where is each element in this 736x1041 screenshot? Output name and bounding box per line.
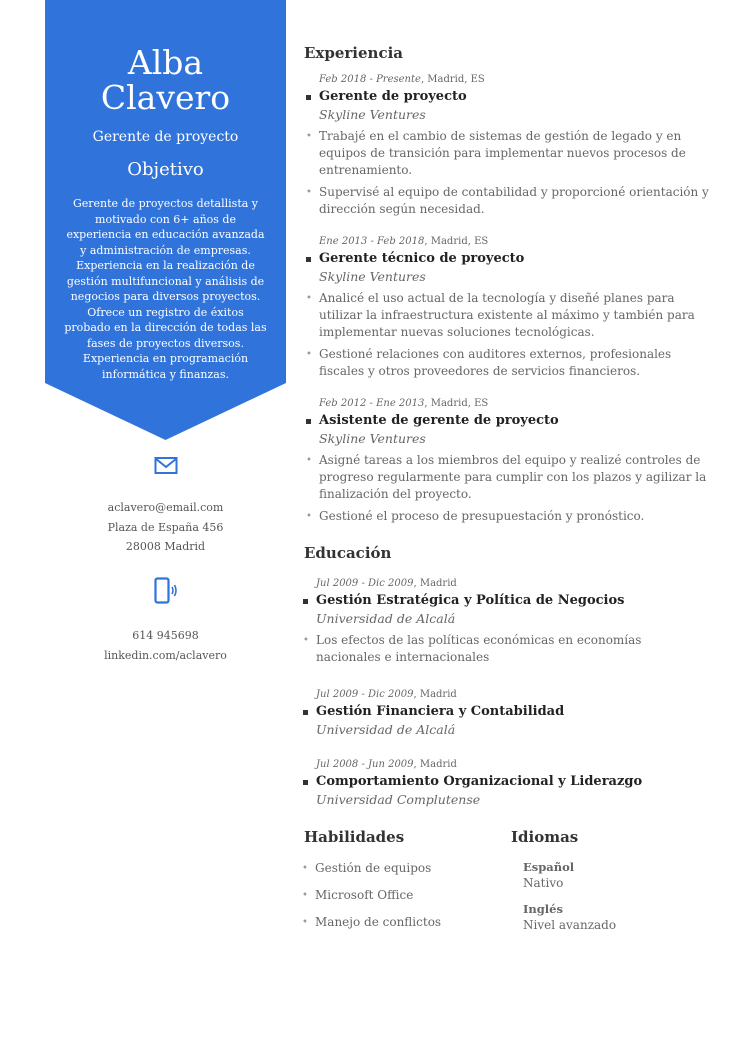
bullet-item: • Trabajé en el cambio de sistemas de gestión de legado y en equipos de transición para implementar nuevos procesos de entrenamiento. — [319, 128, 709, 179]
skill-item: • Manejo de conflictos — [315, 914, 441, 931]
language-item — [523, 860, 616, 890]
entry-title: Comportamiento Organizacional y Liderazgo — [316, 774, 706, 789]
bullet-item: • Los efectos de las políticas económicas en economías nacionales e internacionales — [316, 632, 706, 666]
entry-dates: Ene 2013 - Feb 2018, Madrid, ES — [319, 236, 489, 247]
language-name: Inglés — [523, 902, 563, 916]
candidate-role: Gerente de proyecto — [92, 129, 239, 145]
objective-text: Gerente de proyectos detallista y motivado con 6+ años de experiencia en educación avanzada y administración de empresas. Experiencia en la realización de gestión multifuncional y análisis de negocios para diversos proyectos. Ofrece un registro de éxitos probado en la dirección de todas las fases de proyectos diversos. Experiencia en programación informática y finanzas. — [64, 197, 267, 381]
language-level: Nivel avanzado — [523, 918, 617, 932]
skills-heading: Habilidades — [304, 828, 405, 846]
street-address: Plaza de España 456 — [107, 520, 224, 534]
experience-entry — [319, 236, 709, 385]
contact-address-block — [45, 498, 286, 557]
entry-company: Skyline Ventures — [319, 107, 426, 122]
entry-bullets — [319, 290, 709, 380]
education-entry — [316, 689, 706, 737]
bullet-item: • Analicé el uso actual de la tecnología y diseñé planes para utilizar la infraestructura existente al máximo y también para implementar nuevas soluciones tecnológicas. — [319, 290, 709, 341]
phone-number: 614 945698 — [132, 629, 199, 642]
mail-icon — [154, 456, 178, 476]
language-item — [523, 902, 616, 932]
experience-heading: Experiencia — [304, 44, 404, 62]
last-name: Clavero — [100, 78, 231, 117]
entry-dates: Feb 2012 - Ene 2013, Madrid, ES — [319, 398, 489, 409]
experience-entry — [319, 398, 709, 530]
education-heading: Educación — [304, 544, 392, 562]
entry-bullets — [319, 452, 709, 525]
entry-dates: Jul 2009 - Dic 2009, Madrid — [316, 689, 457, 700]
email-link[interactable]: aclavero@email.com — [107, 501, 224, 514]
experience-entry — [319, 74, 709, 223]
entry-bullets — [316, 632, 706, 666]
linkedin-link[interactable]: linkedin.com/aclavero — [104, 648, 227, 662]
objective-heading: Objetivo — [127, 159, 204, 180]
skill-item: • Gestión de equipos — [315, 860, 441, 877]
entry-title: Gerente de proyecto — [319, 89, 709, 104]
languages-section — [511, 828, 616, 932]
entry-title: Gestión Estratégica y Política de Negocios — [316, 593, 706, 608]
bullet-item: • Gestioné relaciones con auditores externos, profesionales fiscales y otros proveedores de servicios financieros. — [319, 346, 709, 380]
language-name: Español — [523, 860, 575, 874]
education-entry — [316, 759, 706, 807]
bullet-item: • Asigné tareas a los miembros del equipo y realizé controles de progreso regularmente para cumplir con los plazos y agilizar la finalización del proyecto. — [319, 452, 709, 503]
entry-school: Universidad de Alcalá — [316, 722, 456, 737]
city-address: 28008 Madrid — [125, 540, 206, 553]
skill-item: • Microsoft Office — [315, 887, 441, 904]
entry-school: Universidad de Alcalá — [316, 611, 456, 626]
entry-dates: Feb 2018 - Presente, Madrid, ES — [319, 74, 485, 85]
entry-title: Gestión Financiera y Contabilidad — [316, 704, 706, 719]
sidebar-banner — [45, 0, 286, 440]
contact-phone-block — [45, 626, 286, 665]
skills-list — [315, 860, 441, 941]
candidate-name — [45, 45, 286, 115]
entry-bullets — [319, 128, 709, 218]
entry-title: Gerente técnico de proyecto — [319, 251, 709, 266]
entry-dates: Jul 2009 - Dic 2009, Madrid — [316, 578, 457, 589]
language-level: Nativo — [523, 876, 564, 890]
phone-icon — [154, 577, 178, 605]
entry-dates: Jul 2008 - Jun 2009, Madrid — [316, 759, 457, 770]
bullet-item: • Supervisé al equipo de contabilidad y proporcioné orientación y dirección según necesidad. — [319, 184, 709, 218]
first-name: Alba — [127, 43, 204, 82]
entry-company: Skyline Ventures — [319, 269, 426, 284]
entry-school: Universidad Complutense — [316, 792, 481, 807]
entry-company: Skyline Ventures — [319, 431, 426, 446]
bullet-item: • Gestioné el proceso de presupuestación y pronóstico. — [319, 508, 709, 525]
education-entry — [316, 578, 706, 671]
languages-heading: Idiomas — [511, 828, 579, 846]
sidebar-content — [45, 0, 286, 382]
entry-title: Asistente de gerente de proyecto — [319, 413, 709, 428]
